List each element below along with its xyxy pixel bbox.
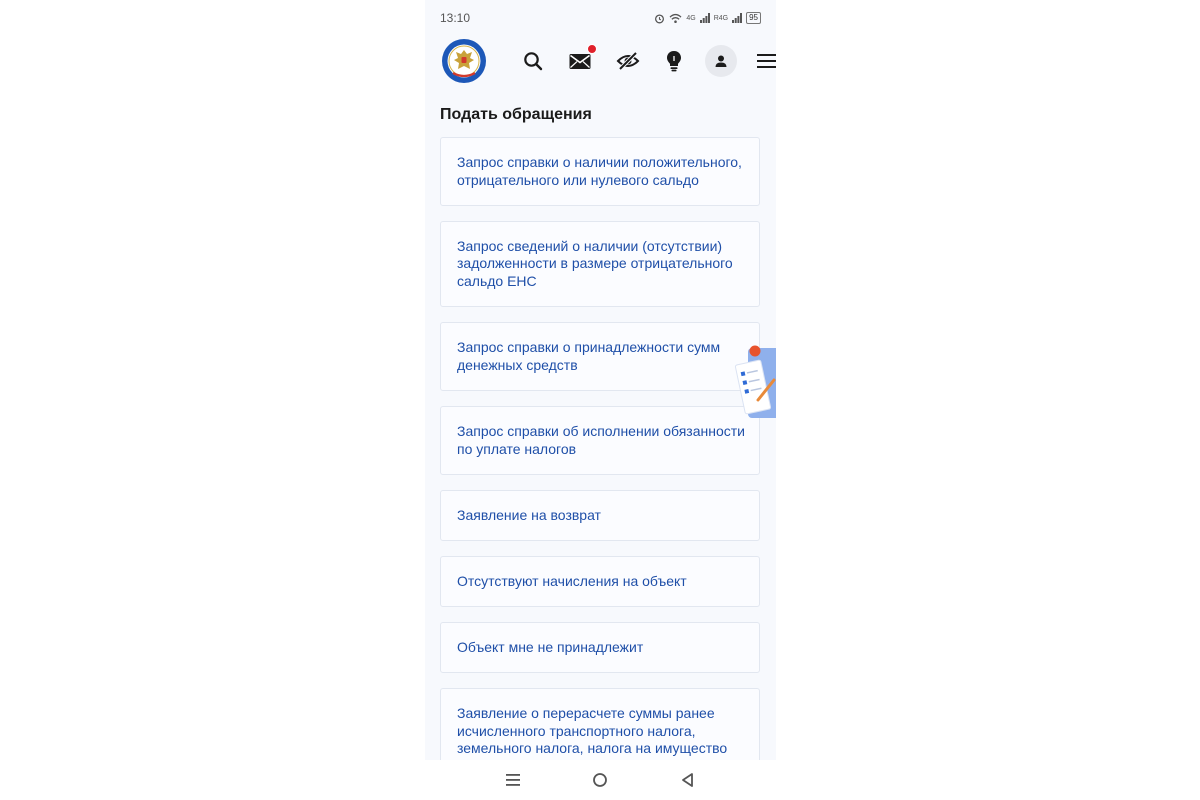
system-nav-bar <box>425 760 776 800</box>
status-icons <box>654 12 761 24</box>
list-item-label: Запрос справки об исполнении обязанности по уплате налогов <box>457 423 745 457</box>
signal-icon-2 <box>732 13 742 23</box>
phone-screen <box>425 0 776 800</box>
list-item-label: Запрос сведений о наличии (отсутствии) задолженности в размере отрицательного сальдо ЕНС <box>457 237 733 289</box>
checklist-illustration[interactable] <box>734 342 776 422</box>
network-label-1: 4G <box>686 14 696 22</box>
search-button[interactable] <box>515 43 551 79</box>
home-button[interactable] <box>590 770 610 790</box>
recent-apps-button[interactable] <box>503 770 523 790</box>
list-item[interactable] <box>440 406 760 475</box>
list-item[interactable] <box>440 221 760 307</box>
list-item[interactable] <box>440 622 760 673</box>
messages-button[interactable] <box>562 43 598 79</box>
network-label-2: R4G <box>713 14 729 22</box>
notification-badge <box>587 44 597 54</box>
status-time: 13:10 <box>440 11 471 25</box>
battery-indicator: 95 <box>746 12 761 24</box>
tips-button[interactable] <box>656 43 692 79</box>
page-title: Подать обращения <box>440 106 592 123</box>
list-item[interactable] <box>440 556 760 607</box>
wifi-icon <box>669 13 682 24</box>
list-item-label: Заявление на возврат <box>457 506 601 523</box>
list-item-label: Объект мне не принадлежит <box>457 638 644 655</box>
alarm-icon <box>654 13 665 24</box>
menu-button[interactable] <box>749 43 776 79</box>
app-header <box>425 34 776 88</box>
list-item-label: Заявление о перерасчете суммы ранее исчисленного транспортного налога, земельного налога, налога на имущество <box>457 705 728 756</box>
back-button[interactable] <box>677 770 697 790</box>
profile-icon <box>714 54 728 68</box>
lightbulb-icon <box>666 50 682 72</box>
list-item-label: Запрос справки о наличии положительного, отрицательного или нулевого сальдо <box>457 154 742 188</box>
fns-emblem-logo[interactable] <box>441 38 487 84</box>
recent-apps-icon <box>505 773 521 787</box>
menu-icon <box>757 53 776 69</box>
list-item-label: Запрос справки о принадлежности сумм денежных средств <box>457 339 721 373</box>
visibility-off-icon <box>616 51 640 71</box>
search-icon <box>523 51 543 71</box>
list-item[interactable] <box>440 490 760 541</box>
profile-button[interactable] <box>703 43 739 79</box>
mail-icon <box>569 53 591 70</box>
list-item[interactable] <box>440 137 760 206</box>
list-item[interactable] <box>440 322 760 391</box>
list-item-label: Отсутствуют начисления на объект <box>457 572 687 589</box>
visibility-button[interactable] <box>610 43 646 79</box>
back-icon <box>680 772 694 788</box>
avatar <box>705 45 737 77</box>
status-bar <box>425 0 776 36</box>
signal-icon-1 <box>700 13 710 23</box>
home-icon <box>592 772 608 788</box>
